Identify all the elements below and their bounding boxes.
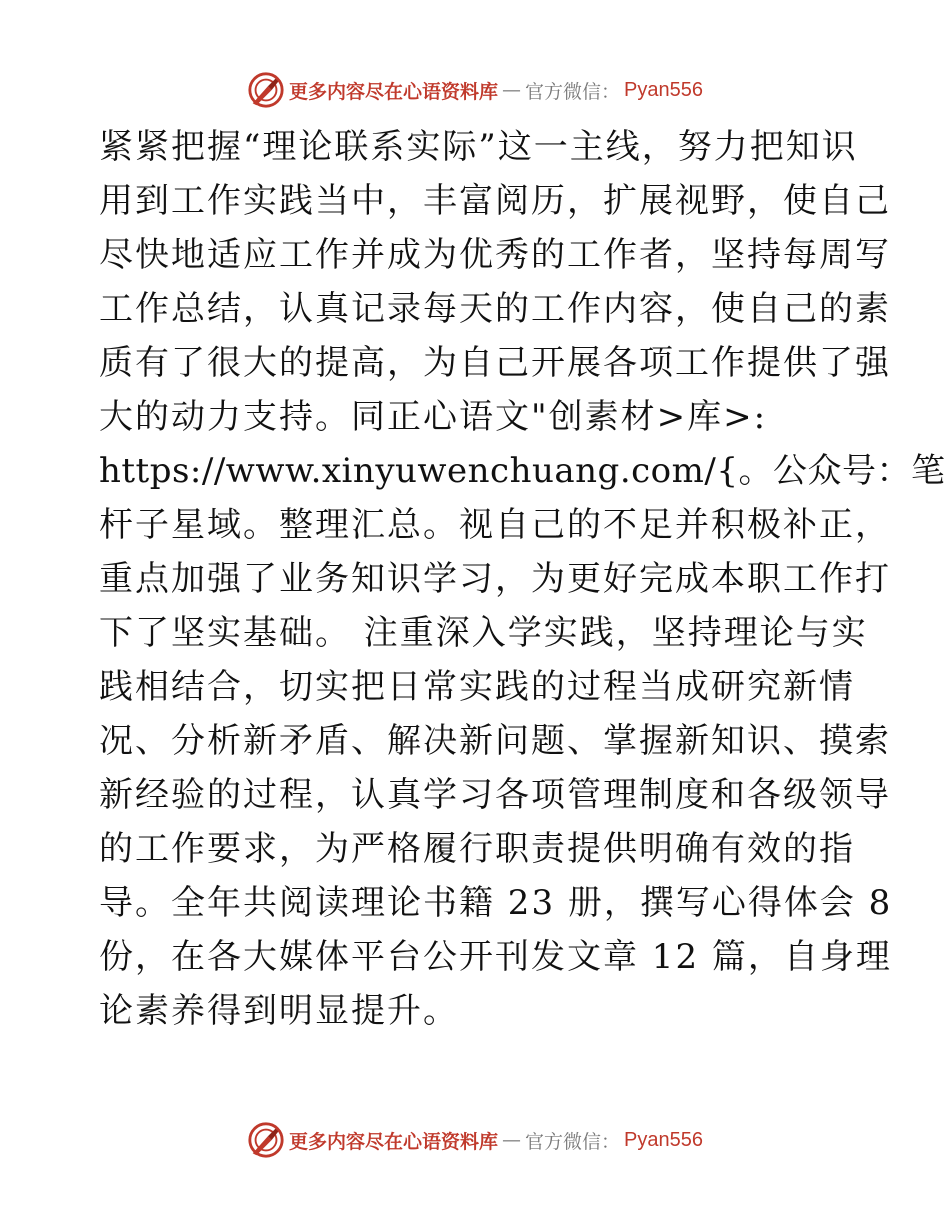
body-line: 紧紧把握“理论联系实际”这一主线，努力把知识 — [99, 127, 858, 167]
document-body — [99, 120, 946, 1038]
header-dash: — — [502, 79, 522, 101]
footer-contact-label: 官方微信： — [525, 1130, 621, 1153]
body-line: 下了坚实基础。 注重深入学实践，坚持理论与实 — [99, 613, 868, 653]
body-line: 大的动力支持。同正心语文"创素材>库>: — [99, 397, 768, 437]
footer-dash: — — [502, 1129, 522, 1151]
footer-handle: Pyan556 — [624, 1128, 703, 1151]
body-line: 用到工作实践当中，丰富阅历，扩展视野，使自己 — [99, 181, 891, 221]
body-line: 杆子星域。整理汇总。视自己的不足并积极补正， — [99, 505, 891, 545]
body-line: 质有了很大的提高，为自己开展各项工作提供了强 — [99, 343, 891, 383]
body-line: 重点加强了业务知识学习，为更好完成本职工作打 — [99, 559, 891, 599]
body-line: 况、分析新矛盾、解决新问题、掌握新知识、摸索 — [99, 721, 891, 761]
body-line: 工作总结，认真记录每天的工作内容，使自己的素 — [99, 289, 891, 329]
body-line: 践相结合，切实把日常实践的过程当成研究新情 — [99, 667, 855, 707]
footer-banner — [0, 1120, 950, 1160]
header-handle: Pyan556 — [624, 78, 703, 101]
footer-slogan: 更多内容尽在心语资料库 — [289, 1130, 499, 1153]
logo-icon — [247, 71, 285, 109]
header-banner — [0, 70, 950, 110]
header-contact-label: 官方微信： — [525, 80, 621, 103]
body-line: 新经验的过程，认真学习各项管理制度和各级领导 — [99, 775, 891, 815]
body-line: 导。全年共阅读理论书籍 23 册，撰写心得体会 8 — [99, 883, 893, 923]
body-line: 尽快地适应工作并成为优秀的工作者，坚持每周写 — [99, 235, 891, 275]
header-slogan: 更多内容尽在心语资料库 — [289, 80, 499, 103]
body-line: 份，在各大媒体平台公开刊发文章 12 篇，自身理 — [99, 937, 892, 977]
body-line: 的工作要求，为严格履行职责提供明确有效的指 — [99, 829, 855, 869]
logo-icon — [247, 1121, 285, 1159]
body-line: https://www.xinyuwenchuang.com/{。公众号：笔 — [99, 451, 946, 491]
body-line: 论素养得到明显提升。 — [99, 991, 459, 1031]
